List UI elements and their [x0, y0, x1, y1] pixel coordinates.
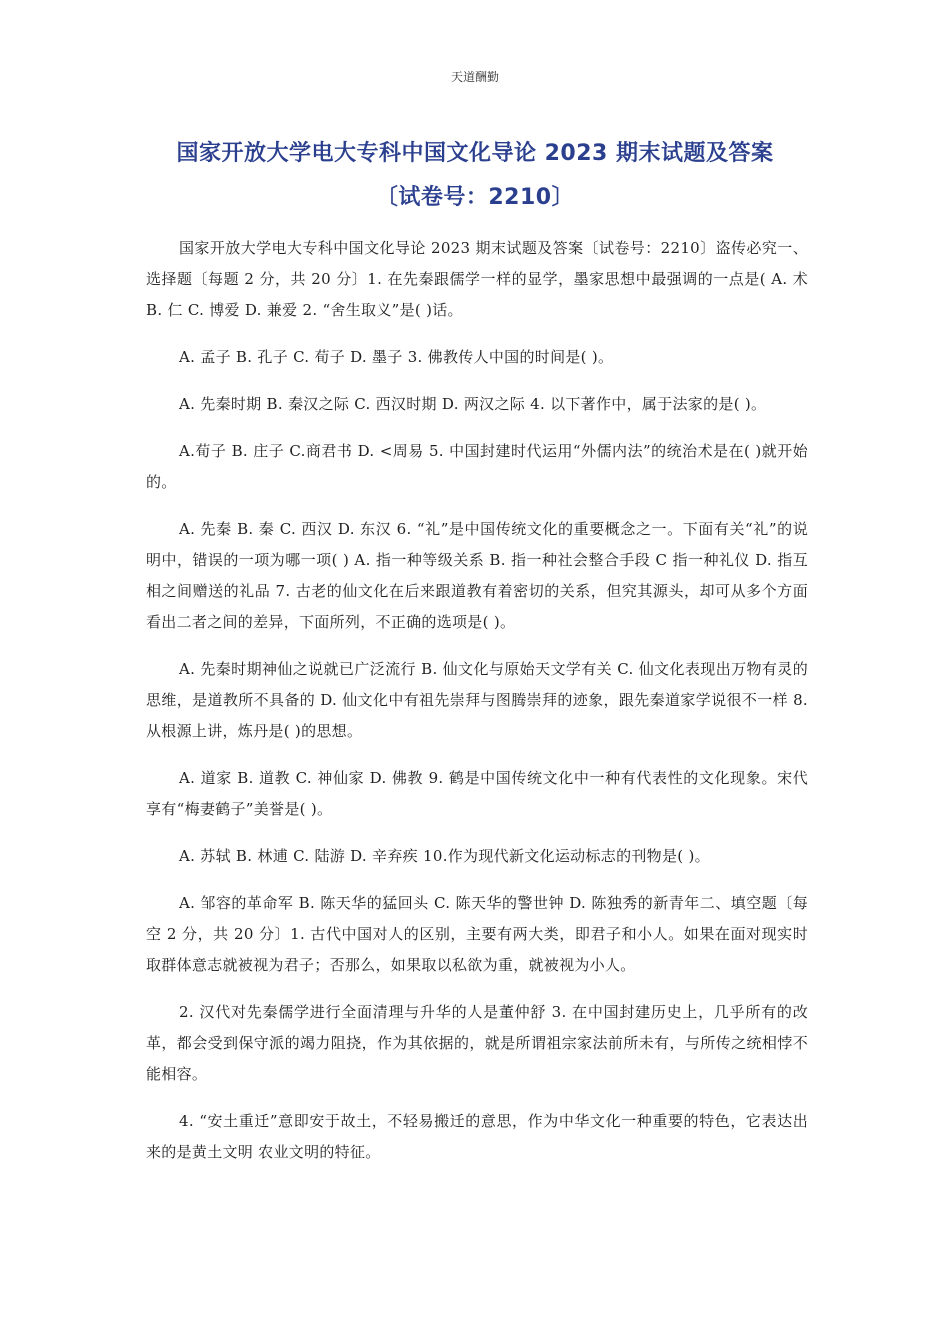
paragraph: A. 先秦时期神仙之说就已广泛流行 B. 仙文化与原始天文学有关 C. 仙文化表现出万物有灵的思维，是道教所不具备的 D. 仙文化中有祖先崇拜与图腾崇拜的迹象，跟先秦道家学说很不一样 8. 从根源上讲，炼丹是( )的思想。: [146, 660, 808, 740]
paragraph: A. 孟子 B. 孔子 C. 荀子 D. 墨子 3. 佛教传人中国的时间是( )。: [179, 348, 614, 366]
paragraph: 国家开放大学电大专科中国文化导论 2023 期末试题及答案〔试卷号：2210〕盗传必究一、选择题〔每题 2 分，共 20 分〕1. 在先秦跟儒学一样的显学，墨家思想中最强调的一点是( A. 术 B. 仁 C. 博爱 D. 兼爱 2. “舍生取义”是( )话。: [146, 239, 808, 319]
document-body: [146, 233, 808, 1184]
paragraph: A. 先秦 B. 秦 C. 西汉 D. 东汉 6. “礼”是中国传统文化的重要概念之一。下面有关“礼”的说明中，错误的一项为哪一项( ) A. 指一种等级关系 B. 指一种社会整合手段 C 指一种礼仪 D. 指互相之间赠送的礼品 7. 古老的仙文化在后来跟道教有着密切的关系，但究其源头，却可从多个方面看出二者之间的差异，下面所列，不正确的选项是( )。: [146, 520, 808, 631]
paragraph: A. 苏轼 B. 林逋 C. 陆游 D. 辛弃疾 10.作为现代新文化运动标志的刊物是( )。: [179, 847, 710, 865]
paragraph: 2. 汉代对先秦儒学进行全面清理与升华的人是董仲舒 3. 在中国封建历史上，几乎所有的改革，都会受到保守派的竭力阻挠，作为其依据的，就是所谓祖宗家法前所未有，与所传之统相悖不能相容。: [146, 1003, 808, 1083]
paragraph: A. 先秦时期 B. 秦汉之际 C. 西汉时期 D. 两汉之际 4. 以下著作中，属于法家的是( )。: [179, 395, 767, 413]
document-title: 国家开放大学电大专科中国文化导论 2023 期末试题及答案: [176, 141, 774, 166]
paragraph: 4. “安土重迁”意即安于故土，不轻易搬迁的意思，作为中华文化一种重要的特色，它表达出来的是黄土文明 农业文明的特征。: [146, 1112, 808, 1161]
paragraph: A.荀子 B. 庄子 C.商君书 D. <周易 5. 中国封建时代运用“外儒内法”的统治术是在( )就开始的。: [146, 442, 808, 491]
page-header: 天道酬勤: [450, 70, 499, 84]
paragraph: A. 邹容的革命军 B. 陈天华的猛回头 C. 陈天华的警世钟 D. 陈独秀的新青年二、填空题〔每空 2 分，共 20 分〕1. 古代中国对人的区别，主要有两大类，即君子和小人。如果在面对现实时取群体意志就被视为君子；否那么，如果取以私欲为重，就被视为小人。: [146, 894, 808, 974]
document-subtitle: 〔试卷号：2210〕: [375, 185, 575, 210]
paragraph: A. 道家 B. 道教 C. 神仙家 D. 佛教 9. 鹤是中国传统文化中一种有代表性的文化现象。宋代享有“梅妻鹤子”美誉是( )。: [146, 769, 808, 818]
